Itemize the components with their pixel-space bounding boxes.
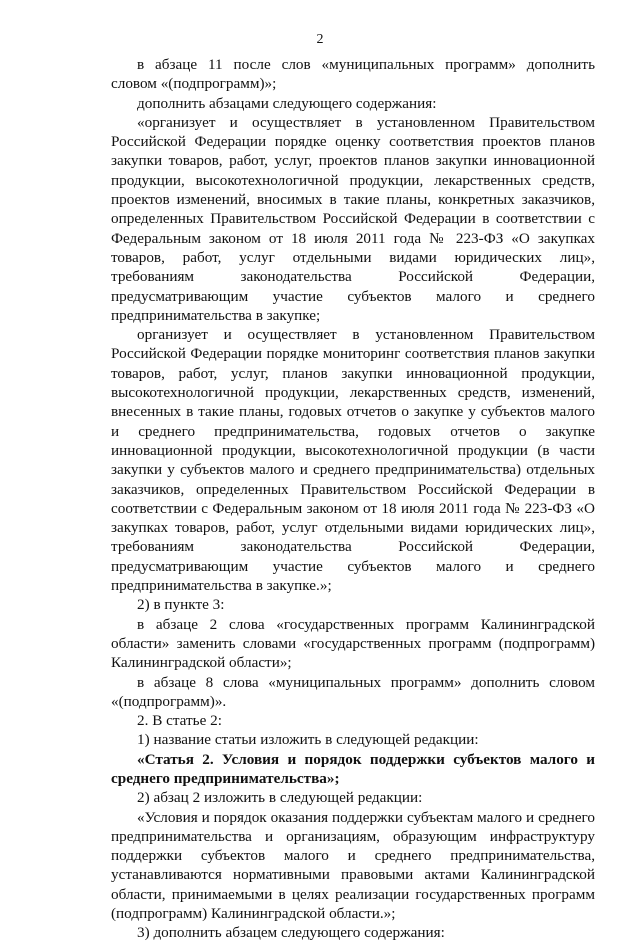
paragraph: 3) дополнить абзацем следующего содержания: bbox=[137, 924, 445, 942]
paragraph: в абзаце 2 слова «государственных программ Калининградской области» заменить словами «государственных программ (подпрограмм) Калининградской области»; bbox=[111, 615, 595, 672]
paragraph: 2. В статье 2: bbox=[137, 712, 222, 730]
page-number: 2 bbox=[316, 32, 324, 47]
paragraph: «организует и осуществляет в установленном Правительством Российской Федерации порядке оценку соответствия проектов планов закупки товаров, работ, услуг, проектов планов закупки инновационной продукции, высокотехнологичной продукции, лекарственных средств, проектов изменений, вносимых в такие планы, конкретных заказчиков, определенных Правительством Российской Федерации в соответствии с Федеральным законом от 18 июля 2011 года № 223-ФЗ «О закупках товаров, работ, услуг отдельными видами юридических лиц», требованиям законодательства Российской Федерации, предусматривающим участие субъектов малого и среднего предпринимательства в закупке; bbox=[111, 113, 595, 324]
paragraph: в абзаце 11 после слов «муниципальных программ» дополнить словом «(подпрограмм)»; bbox=[111, 56, 595, 93]
article-heading: «Статья 2. Условия и порядок поддержки субъектов малого и среднего предпринимательства»; bbox=[111, 750, 595, 787]
paragraph: организует и осуществляет в установленном Правительством Российской Федерации порядке мониторинг соответствия планов закупки товаров, работ, услуг, планов закупки инновационной продукции, высокотехнологичной продукции, лекарственных средств, изменений, внесенных в такие планы, годовых отчетов о закупке у субъектов малого и среднего предпринимательства, годовых отчетов о закупке инновационной продукции, высокотехнологичной продукции (в части закупки у субъектов малого и среднего предпринимательства) отдельных заказчиков, определенных Правительством Российской Федерации в соответствии с Федеральным законом от 18 июля 2011 года № 223-ФЗ «О закупках товаров, работ, услуг отдельными видами юридических лиц», требованиям законодательства Российской Федерации, предусматривающим участие субъектов малого и среднего предпринимательства в закупке.»; bbox=[111, 326, 595, 595]
paragraph: 2) в пункте 3: bbox=[137, 596, 225, 614]
paragraph: 1) название статьи изложить в следующей редакции: bbox=[137, 731, 479, 749]
paragraph: в абзаце 8 слова «муниципальных программ» дополнить словом «(подпрограмм)». bbox=[111, 673, 595, 710]
document-body bbox=[111, 55, 595, 943]
paragraph: 2) абзац 2 изложить в следующей редакции: bbox=[137, 789, 423, 807]
paragraph: дополнить абзацами следующего содержания: bbox=[137, 94, 437, 112]
paragraph: «Условия и порядок оказания поддержки субъектам малого и среднего предпринимательства и организациям, образующим инфраструктуру поддержки субъектов малого и среднего предпринимательства, устанавливаются нормативными правовыми актами Калининградской области, принимаемыми в целях реализации государственных программ (подпрограмм) Калининградской области.»; bbox=[111, 808, 595, 923]
